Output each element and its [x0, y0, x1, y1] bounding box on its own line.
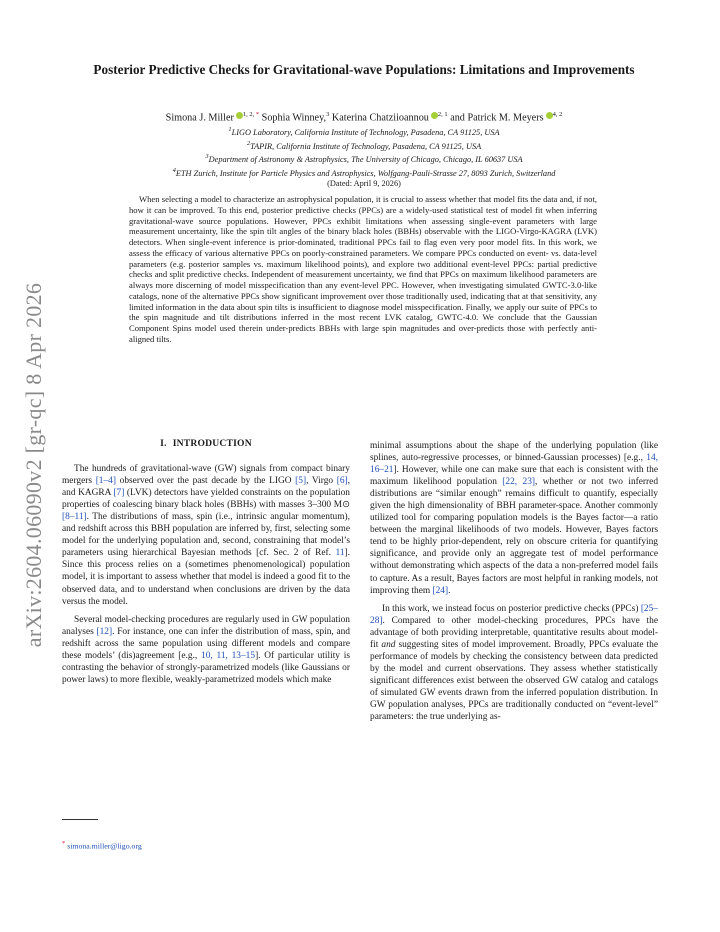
- citation-link[interactable]: [1–4]: [95, 476, 116, 487]
- author-sep-and: and: [450, 112, 465, 124]
- citation-link[interactable]: [22, 23]: [502, 477, 536, 488]
- body-text: minimal assumptions about the shape of the underlying population (like splines, auto-regressive processes, or binned-Gaussian processes) [e.g.,: [370, 441, 658, 464]
- right-paragraphs: [370, 440, 658, 723]
- dated-line: (Dated: April 9, 2026): [327, 179, 401, 189]
- body-paragraph: [370, 603, 658, 723]
- corresponding-author-mark[interactable]: *: [255, 111, 260, 118]
- affiliation-line: $^2$TAPIR, California Institute of Technology, Pasadena, CA 91125, USA: [246, 139, 482, 151]
- orcid-icon[interactable]: [546, 112, 553, 119]
- footnote-mark: *: [62, 840, 66, 847]
- left-paragraphs: [62, 463, 350, 686]
- affiliation-line: $^1$LIGO Laboratory, California Institute of Technology, Pasadena, CA 91125, USA: [228, 126, 500, 137]
- email-link[interactable]: simona.miller@ligo.org: [67, 841, 142, 851]
- affiliation-line: $^4$ETH Zurich, Institute for Particle Physics and Astrophysics, Wolfgang-Pauli-Strasse 27, 8093 Zurich, Switzerland: [172, 166, 556, 178]
- body-text: ]. Of particular utility is contrasting the behavior of strongly-parametrized models (like Gaussians or power laws) to more flexible, weakly-parametrized models which make: [62, 650, 351, 685]
- body-text: observed over the past decade by the LIGO: [116, 476, 296, 487]
- footnote-rule: [62, 819, 98, 820]
- left-column: [62, 438, 350, 686]
- citation-link[interactable]: [8–11]: [62, 512, 87, 523]
- arxiv-id-text: arXiv:2604.06090v2 [gr-qc] 8 Apr 2026: [21, 282, 46, 648]
- section-numeral: I.: [160, 438, 167, 449]
- body-text: In this work, we instead focus on posterior predictive checks (PPCs): [382, 603, 641, 614]
- citation-link[interactable]: [24]: [432, 585, 449, 596]
- citation-link[interactable]: 14, 16–21: [370, 453, 658, 476]
- author-affil-mark: 4, 2: [552, 111, 563, 118]
- right-column: [370, 440, 658, 723]
- paper-title: Posterior Predictive Checks for Gravitational-wave Populations: Limitations and Improvements: [93, 62, 635, 77]
- author-name[interactable]: Simona J. Miller: [165, 112, 234, 124]
- body-text: , and KAGRA: [62, 476, 351, 499]
- body-text: .: [448, 585, 451, 596]
- author-affil-mark: 1, 2, *: [242, 111, 260, 118]
- affiliation-line: $^3$Department of Astronomy & Astrophysics, The University of Chicago, Chicago, IL 60637 USA: [205, 153, 523, 164]
- body-text: ]. However, while one can make sure that each is consistent with the maximum likelihood population: [370, 465, 658, 488]
- body-text: ]. Since this process relies on a (sometimes phenomenological) population model, it is important to assess whether that model is indeed a good fit to the observed data, and to understand when conclusions are driven by the data versus the model.: [62, 548, 350, 607]
- section-title: INTRODUCTION: [172, 438, 252, 449]
- author-list: [60, 108, 668, 124]
- orcid-icon[interactable]: [431, 112, 438, 119]
- author-name[interactable]: Patrick M. Meyers: [467, 112, 544, 124]
- body-text: suggesting sites of model improvement. Broadly, PPCs evaluate the performance of models by checking the consistency between data predicted by the model and current observations. They assess whether statistically significant differences exist between the observed GW catalog and catalogs of simulated GW events drawn from the inferred population distribution. In GW population analyses, PPCs are traditionally conducted on “event-level” parameters: the true underlying as-: [370, 639, 658, 723]
- body-text: , whether or not two inferred distributions are “similar enough” remains difficult to quantify, especially given the high dimensionality of BBH parameter-space. Another commonly utilized tool for comparing population models is the Bayes factor—a ratio between the marginal likelihoods of two models. However, Bayes factors tend to be highly prior-dependent, rely on obscure criteria for quantifying significance, and provide only an aggregate test of model performance without demonstrating which aspects of the data a non-preferred model fails to capture. As a result, Bayes factors are most helpful in ranking models, not improving them: [370, 477, 659, 596]
- citation-link[interactable]: 10, 11, 13–15: [201, 650, 256, 661]
- body-text: (LVK) detectors have yielded constraints on the population properties of coalescing binary black holes (BBHs) with masses 3–300 M⊙: [62, 488, 350, 511]
- orcid-icon[interactable]: [236, 112, 243, 119]
- author-name[interactable]: Sophia Winney,: [261, 112, 327, 124]
- author-affil-mark: 2, 1: [437, 111, 448, 118]
- body-paragraph: [370, 440, 658, 597]
- body-text: , Virgo: [306, 476, 337, 487]
- body-paragraph: [62, 463, 350, 608]
- citation-link[interactable]: [7]: [113, 488, 125, 499]
- section-heading: [62, 438, 350, 450]
- citation-link[interactable]: [5]: [295, 476, 307, 487]
- citation-link[interactable]: [25–28]: [370, 603, 658, 626]
- body-text: . For instance, one can infer the distribution of mass, spin, and redshift across the same population using different models and compare these models’ (dis)agreement [e.g.,: [62, 626, 350, 661]
- citation-link[interactable]: 11: [335, 548, 345, 559]
- arxiv-stamp: [12, 250, 56, 680]
- body-text: The hundreds of gravitational-wave (GW) signals from compact binary mergers: [62, 464, 350, 487]
- body-text: Several model-checking procedures are regularly used in GW population analyses: [62, 614, 350, 637]
- author-affil-mark: 3: [326, 111, 330, 118]
- body-paragraph: [62, 614, 350, 686]
- citation-link[interactable]: [12]: [96, 626, 113, 637]
- affiliations: [60, 125, 668, 190]
- emphasis-text: and: [381, 639, 396, 650]
- citation-link[interactable]: [6]: [336, 476, 348, 487]
- body-text: . The distributions of mass, spin (i.e., intrinsic angular momentum), and redshift across this BBH population are inferred by, first, selecting some model for the underlying population and, second, constraining that model’s parameters using hierarchical Bayesian methods [cf. Sec. 2 of Ref.: [62, 512, 350, 559]
- body-text: . Compared to other model-checking procedures, PPCs have the advantage of both providing interpretable, quantitative results about model-fit: [370, 615, 658, 650]
- abstract: When selecting a model to characterize an astrophysical population, it is crucial to assess whether that model fits the data and, if not, how it can be improved. To this end, posterior predictive checks (PPCs) are a widely-used statistical test of model fit when inferring gravitational-wave source populations. However, PPCs exhibit limitations when assessing single-event parameters with large measurement uncertainty, like the spin tilt angles of the binary black holes (BBHs) observable with the LIGO-Virgo-KAGRA (LVK) detectors. When single-event inference is prior-dominated, traditional PPCs fail to flag even very poor model fits. In this work, we assess the efficacy of various alternative PPCs on poorly-constrained parameters. We compare PPCs conducted on event- vs. data-level parameters (e.g. posterior samples vs. maximum likelihood points), and explore two additional event-level PPCs: partial predictive checks and split predictive checks. Independent of measurement uncertainty, we find that PPCs on maximum likelihood parameters are always more discerning of model misspecification than any event-level PPC. However, when investigating simulated GWTC-3.0-like catalogs, none of the alternative PPCs show significant improvement over those traditionally used, indicating that at that sensitivity, any limited information in the data about spin tilts is insufficient to diagnose model misspecification. Finally, we apply our suite of PPCs to the spin magnitude and tilt distributions inferred in the most recent LVK catalog, GWTC-4.0. We conclude that the Gaussian Component Spins model used therein under-predicts BBHs with large spin magnitudes and over-predicts those with perfectly anti-aligned tilts.: [129, 194, 597, 344]
- footnote: [62, 840, 142, 851]
- author-name[interactable]: Katerina Chatziioannou: [331, 112, 429, 124]
